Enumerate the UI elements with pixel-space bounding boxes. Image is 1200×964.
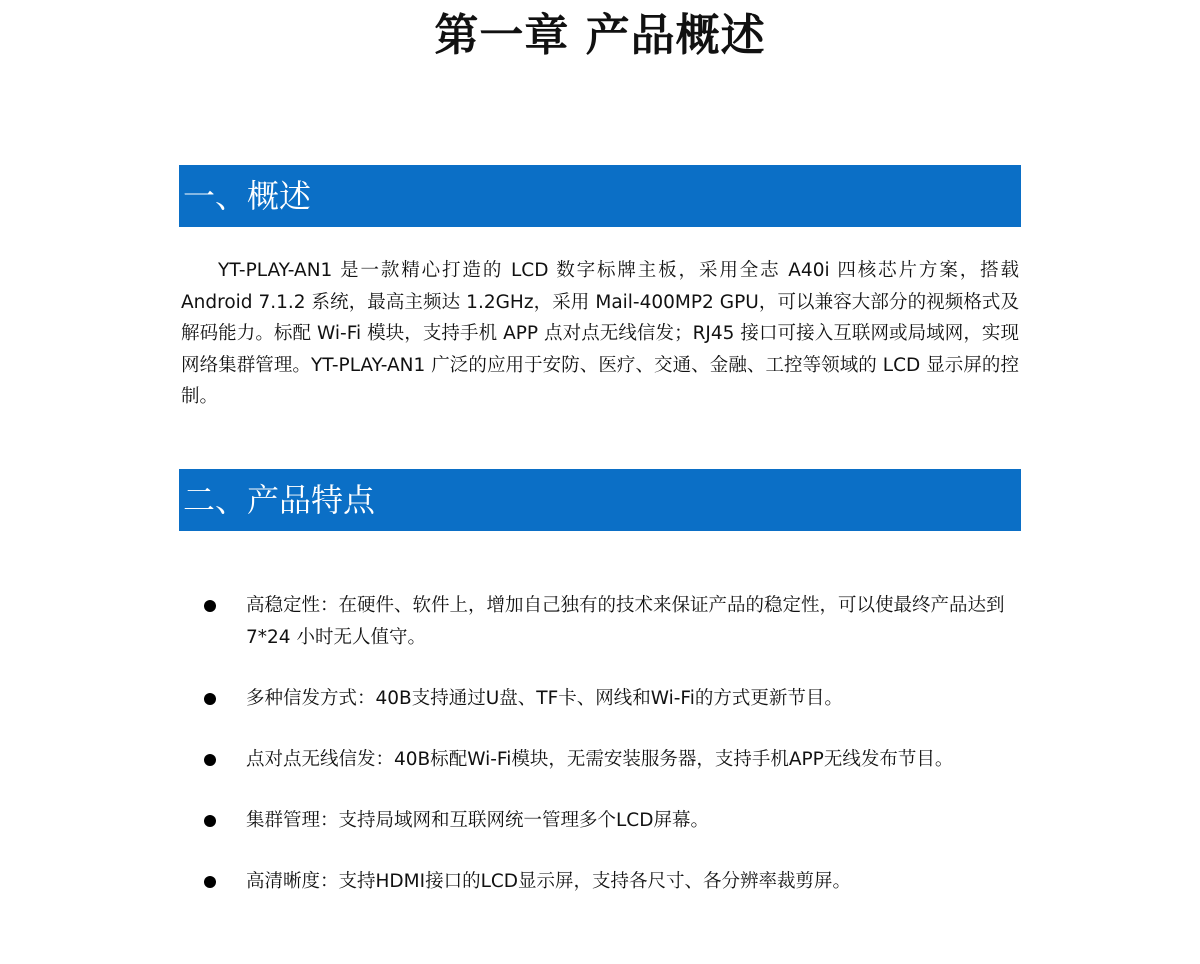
section-heading-label: 一、概述 <box>183 177 312 215</box>
section-heading-features <box>179 469 1021 531</box>
overview-paragraph: YT-PLAY-AN1 是一款精心打造的 LCD 数字标牌主板，采用全志 A40i 四核芯片方案，搭载 Android 7.1.2 系统，最高主频达 1.2GHz，采用 Mail-400MP2 GPU，可以兼容大部分的视频格式及解码能力。标配 Wi-Fi 模块，支持手机 APP 点对点无线信发；RJ45 接口可接入互联网或局域网，实现网络集群管理。YT-PLAY-AN1 广泛的应用于安防、医疗、交通、金融、工控等领域的 LCD 显示屏的控制。 <box>181 260 1019 407</box>
bullet-icon <box>204 600 216 612</box>
feature-text: 高稳定性：在硬件、软件上，增加自己独有的技术来保证产品的稳定性，可以使最终产品达到7*24 小时无人值守。 <box>246 595 1005 648</box>
list-item <box>204 805 1024 837</box>
feature-text: 集群管理：支持局域网和互联网统一管理多个LCD屏幕。 <box>246 810 709 831</box>
feature-text: 高清晰度：支持HDMI接口的LCD显示屏，支持各尺寸、各分辨率裁剪屏。 <box>246 871 852 892</box>
list-item <box>204 866 1024 898</box>
list-item <box>204 683 1024 715</box>
section-heading-label: 二、产品特点 <box>183 481 376 519</box>
list-item <box>204 590 1024 654</box>
feature-text: 多种信发方式：40B支持通过U盘、TF卡、网线和Wi-Fi的方式更新节目。 <box>246 688 843 709</box>
feature-list <box>204 590 1024 927</box>
list-item <box>204 744 1024 776</box>
feature-text: 点对点无线信发：40B标配Wi-Fi模块，无需安装服务器，支持手机APP无线发布节目。 <box>246 749 954 770</box>
bullet-icon <box>204 693 216 705</box>
bullet-icon <box>204 754 216 766</box>
bullet-icon <box>204 815 216 827</box>
section-heading-overview <box>179 165 1021 227</box>
page-title: 第一章 产品概述 <box>434 10 766 61</box>
bullet-icon <box>204 876 216 888</box>
